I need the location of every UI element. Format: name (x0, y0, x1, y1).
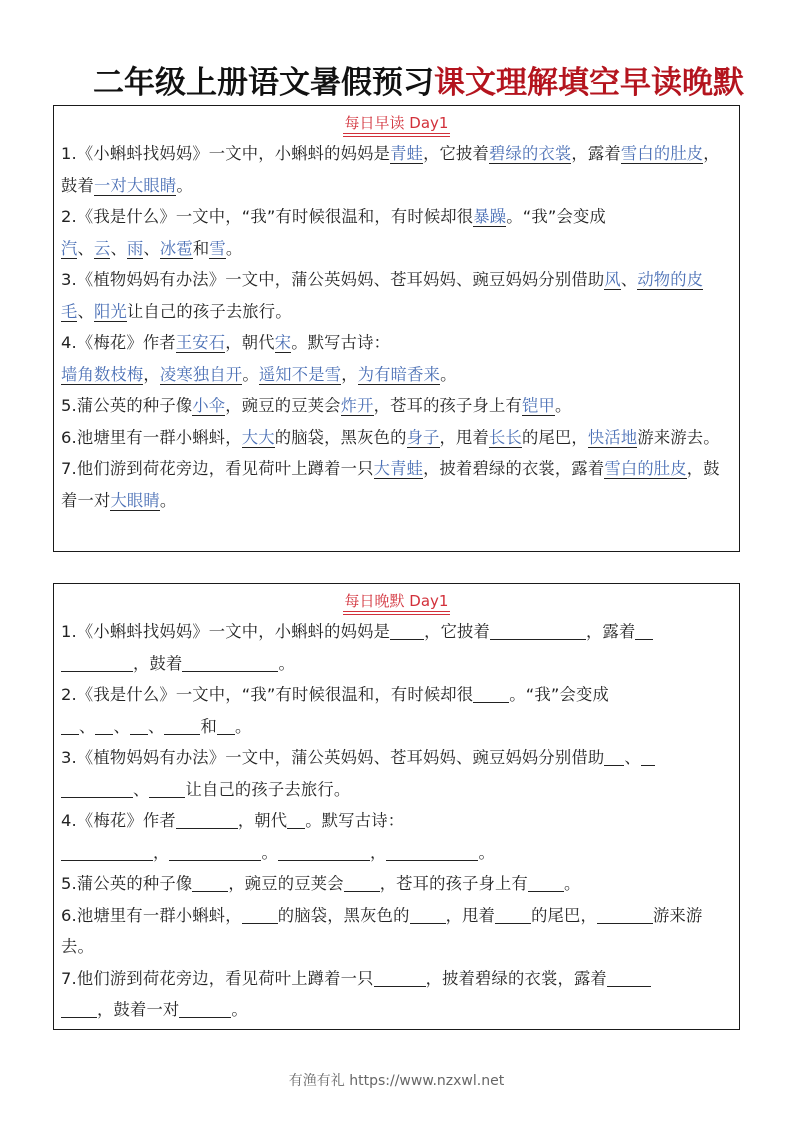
answer-text: 快活地 (587, 427, 638, 447)
answer-text: 大大 (241, 427, 275, 447)
morning-question-5 (54, 390, 739, 422)
question-text: 。 (564, 874, 581, 893)
blank-field[interactable] (410, 905, 446, 924)
question-text: ，豌豆的豆荚会 (228, 874, 344, 893)
question-text: 游来游去。 (637, 427, 720, 447)
question-text: 、 (624, 748, 641, 767)
question-text: ，鼓着一对 (97, 1000, 180, 1019)
question-text: 6.池塘里有一群小蝌蚪， (61, 905, 242, 925)
answer-text: 宋 (274, 333, 292, 352)
question-text: 。 (478, 842, 495, 862)
question-text: 、 (147, 716, 165, 736)
answer-text: 雪白的肚皮 (620, 144, 704, 163)
blank-field[interactable] (169, 842, 261, 861)
blank-field[interactable] (490, 621, 586, 640)
question-text: 。默写古诗： (305, 811, 405, 830)
blank-field[interactable] (495, 905, 531, 924)
blank-field[interactable] (217, 716, 235, 735)
question-text: 、 (143, 238, 160, 258)
question-text: 4.《梅花》作者 (61, 811, 176, 830)
question-text: ， (143, 364, 160, 384)
question-text: 4.《梅花》作者 (61, 333, 176, 352)
answer-text: 长长 (489, 427, 522, 447)
answer-text: 青蛙 (390, 144, 424, 163)
blank-field[interactable] (176, 810, 238, 829)
question-text: ，它披着 (423, 144, 489, 163)
question-text: 2.《我是什么》一文中，“我”有时候很温和，有时候却很 (61, 207, 474, 226)
question-text: 的尾巴， (521, 427, 588, 447)
blank-field[interactable] (278, 842, 370, 861)
blank-field[interactable] (597, 905, 653, 924)
blank-field[interactable] (386, 842, 478, 861)
morning-reading-heading: 每日早读 Day1 (344, 114, 449, 132)
blank-field[interactable] (390, 621, 424, 640)
answer-text: 汽 (61, 238, 78, 258)
answer-text: 身子 (406, 427, 440, 447)
evening-dictation-box (53, 583, 740, 1030)
question-text: ， (341, 364, 358, 384)
evening-dictation-heading: 每日晚默 Day1 (344, 592, 449, 610)
answer-text: 凌寒独自开 (159, 364, 243, 384)
blank-field[interactable] (287, 810, 305, 829)
question-text: ，露着 (586, 622, 636, 641)
blank-field[interactable] (130, 716, 148, 735)
answer-text: 大青蛙 (373, 459, 424, 478)
footer-watermark: 有渔有礼 https://www.nzxwl.net (288, 1073, 505, 1089)
blank-field[interactable] (61, 716, 79, 735)
blank-field[interactable] (192, 873, 228, 892)
question-text: 。“我”会变成 (506, 207, 606, 226)
blank-field[interactable] (607, 968, 651, 987)
answer-text: 遥知不是雪 (258, 364, 342, 384)
question-text: 1.《小蝌蚪找妈妈》一文中，小蝌蚪的妈妈是 (61, 622, 391, 641)
question-text: 。 (234, 716, 252, 736)
question-text: 。默写古诗： (291, 333, 391, 352)
question-text: 7.他们游到荷花旁边，看见荷叶上蹲着一只 (61, 459, 374, 478)
blank-field[interactable] (61, 653, 133, 672)
evening-question-3 (54, 742, 739, 805)
title-black-part: 二年级上册语文暑假预习 (93, 65, 434, 101)
question-text: ，露着 (571, 144, 621, 163)
evening-question-4 (54, 805, 739, 868)
blank-field[interactable] (164, 716, 200, 735)
answer-text: 阳光 (93, 301, 127, 321)
morning-reading-box (53, 105, 740, 552)
evening-question-5 (54, 868, 739, 900)
question-text: 2.《我是什么》一文中，“我”有时候很温和，有时候却很 (61, 685, 474, 704)
blank-field[interactable] (95, 716, 113, 735)
question-text: 和 (192, 238, 210, 258)
question-text: 。 (440, 364, 457, 384)
morning-question-4 (54, 327, 739, 390)
question-text: ，朝代 (237, 811, 288, 830)
question-text: 6.池塘里有一群小蝌蚪， (61, 427, 242, 447)
blank-field[interactable] (61, 999, 97, 1018)
evening-question-7 (54, 963, 739, 1026)
answer-text: 风 (604, 270, 621, 289)
evening-question-2 (54, 679, 739, 742)
question-text: 让自己的孩子去旅行。 (126, 301, 292, 321)
question-text: ，鼓着 (133, 653, 183, 673)
evening-question-1 (54, 616, 739, 679)
blank-field[interactable] (61, 842, 153, 861)
question-text: 5.蒲公英的种子像 (61, 874, 193, 893)
blank-field[interactable] (242, 905, 278, 924)
answer-text: 一对大眼睛 (93, 175, 177, 195)
question-text: 的脑袋，黑灰色的 (274, 427, 407, 447)
answer-text: 王安石 (175, 333, 226, 352)
question-text: 、 (620, 270, 638, 289)
question-text: 。 (278, 653, 295, 673)
question-text: ，披着碧绿的衣裳，露着 (425, 968, 607, 988)
question-text: 7.他们游到荷花旁边，看见荷叶上蹲着一只 (61, 968, 374, 988)
morning-question-2 (54, 201, 739, 264)
title-red-part: 课文理解填空早读晚默 (434, 65, 744, 101)
question-text: ，它披着 (424, 622, 491, 641)
question-text: 让自己的孩子去旅行。 (185, 779, 351, 799)
question-text: 、 (79, 716, 96, 736)
answer-text: 冰雹 (159, 238, 193, 258)
answer-text: 雪白的肚皮 (604, 459, 687, 478)
blank-field[interactable] (473, 684, 509, 703)
question-text: 、 (110, 238, 127, 258)
blank-field[interactable] (344, 873, 380, 892)
question-text: 1.《小蝌蚪找妈妈》一文中，小蝌蚪的妈妈是 (61, 144, 391, 163)
blank-field[interactable] (528, 873, 564, 892)
question-text: 。 (176, 175, 193, 195)
question-text: 3.《植物妈妈有办法》一文中，蒲公英妈妈、苍耳妈妈、豌豆妈妈分别借助 (61, 748, 605, 767)
morning-question-1 (54, 138, 739, 201)
morning-question-7 (54, 453, 739, 516)
question-text: 游来游去。 (61, 905, 703, 956)
question-text: ，朝代 (225, 333, 275, 352)
blank-field[interactable] (641, 747, 655, 766)
answer-text: 动物的皮毛 (61, 270, 704, 321)
question-text: ，鼓着 (61, 144, 720, 195)
question-text: 3.《植物妈妈有办法》一文中，蒲公英妈妈、苍耳妈妈、豌豆妈妈分别借助 (61, 270, 605, 289)
answer-text: 墙角数枝梅 (61, 364, 144, 384)
question-text: 。 (554, 396, 572, 415)
answer-text: 炸开 (340, 396, 374, 415)
question-text: ，披着碧绿的衣裳，露着 (423, 459, 605, 478)
question-text: ， (153, 842, 170, 862)
blank-field[interactable] (604, 747, 624, 766)
evening-question-6 (54, 900, 739, 963)
question-text: 的脑袋，黑灰色的 (277, 905, 410, 925)
answer-text: 为有暗香来 (357, 364, 441, 384)
answer-text: 碧绿的衣裳 (489, 144, 572, 163)
blank-field[interactable] (61, 779, 133, 798)
question-text: ，豌豆的豆荚会 (225, 396, 341, 415)
question-text: 5.蒲公英的种子像 (61, 396, 193, 415)
morning-reading-heading-wrap (54, 112, 739, 138)
question-text: 、 (77, 301, 94, 321)
answer-text: 雨 (126, 238, 144, 258)
question-text: 。 (242, 364, 259, 384)
answer-text: 铠甲 (521, 396, 555, 415)
question-text: 、 (77, 238, 94, 258)
question-text: ，甩着 (439, 427, 489, 447)
question-text: 的尾巴， (531, 905, 597, 925)
question-text: ，甩着 (445, 905, 496, 925)
question-text: ，苍耳的孩子身上有 (379, 874, 529, 893)
answer-text: 雪 (209, 238, 226, 258)
question-text: 。“我”会变成 (509, 685, 609, 704)
answer-text: 云 (93, 238, 111, 258)
blank-field[interactable] (635, 621, 653, 640)
question-text: ，鼓着一对 (61, 459, 720, 510)
morning-question-6 (54, 422, 739, 454)
question-text: 和 (200, 716, 217, 736)
question-text: 。 (261, 842, 278, 862)
question-text: 。 (225, 238, 243, 258)
question-text: ， (369, 842, 387, 862)
question-text: ，苍耳的孩子身上有 (373, 396, 522, 415)
blank-field[interactable] (149, 779, 185, 798)
evening-dictation-heading-wrap (54, 590, 739, 616)
blank-field[interactable] (179, 999, 231, 1018)
question-text: 。 (159, 490, 177, 510)
question-text: 、 (133, 779, 150, 799)
answer-text: 大眼睛 (110, 490, 160, 510)
blank-field[interactable] (374, 968, 426, 987)
question-text: 、 (113, 716, 130, 736)
question-text: 。 (231, 1000, 248, 1019)
answer-text: 小伞 (192, 396, 226, 415)
morning-question-3 (54, 264, 739, 327)
blank-field[interactable] (182, 653, 278, 672)
answer-text: 暴躁 (473, 207, 507, 226)
page-title (93, 63, 783, 103)
